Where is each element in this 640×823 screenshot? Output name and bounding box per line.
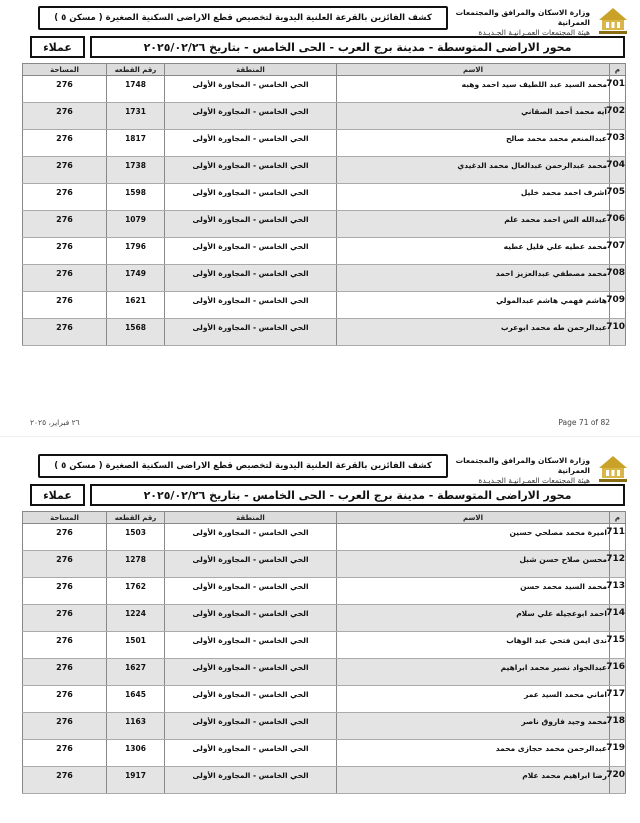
winner-name: محمد السيد محمد حسن <box>337 578 610 605</box>
row-number: 705 <box>610 184 626 211</box>
plot-number: 1917 <box>107 767 165 794</box>
row-number: 703 <box>610 130 626 157</box>
plot-number: 1645 <box>107 686 165 713</box>
winner-name: محمد السيد عبد اللطيف سيد احمد وهبه <box>337 76 610 103</box>
region-cell: الحي الخامس - المجاورة الأولى <box>165 103 337 130</box>
page-header <box>30 6 630 36</box>
region-cell: الحي الخامس - المجاورة الأولى <box>165 605 337 632</box>
area-cell: 276 <box>23 686 107 713</box>
table-row <box>23 157 626 184</box>
row-number: 718 <box>610 713 626 740</box>
row-number: 712 <box>610 551 626 578</box>
region-cell: الحي الخامس - المجاورة الأولى <box>165 713 337 740</box>
winner-name: عبدالله الس احمد محمد علم <box>337 211 610 238</box>
table-row <box>23 130 626 157</box>
area-cell: 276 <box>23 319 107 346</box>
winner-name: عبدالجواد نصير محمد ابراهيم <box>337 659 610 686</box>
document-page-2 <box>0 448 640 823</box>
row-number: 714 <box>610 605 626 632</box>
plot-number: 1598 <box>107 184 165 211</box>
table-row <box>23 211 626 238</box>
org-line-1: وزارة الاسكان والمرافق والمجتمعات العمرانية <box>455 456 590 475</box>
area-cell: 276 <box>23 632 107 659</box>
ministry-logo-icon <box>596 454 630 484</box>
footer-date: ٢٦ فبراير، ٢٠٢٥ <box>30 418 80 427</box>
table-row <box>23 578 626 605</box>
row-number: 717 <box>610 686 626 713</box>
table-row <box>23 767 626 794</box>
winner-name: اميرة محمد مصلحي حسين <box>337 524 610 551</box>
area-cell: 276 <box>23 578 107 605</box>
region-cell: الحي الخامس - المجاورة الأولى <box>165 524 337 551</box>
table-row <box>23 76 626 103</box>
row-number: 710 <box>610 319 626 346</box>
area-cell: 276 <box>23 265 107 292</box>
winner-name: محمد مصطفي عبدالعزيز احمد <box>337 265 610 292</box>
area-cell: 276 <box>23 292 107 319</box>
region-cell: الحي الخامس - المجاورة الأولى <box>165 659 337 686</box>
area-cell: 276 <box>23 211 107 238</box>
row-number: 716 <box>610 659 626 686</box>
plot-number: 1306 <box>107 740 165 767</box>
document-page-1 <box>0 0 640 392</box>
col-header-area: المساحة <box>23 64 107 76</box>
winner-name: ندى ايمن فتحي عبد الوهاب <box>337 632 610 659</box>
table-row <box>23 319 626 346</box>
plot-number: 1079 <box>107 211 165 238</box>
organization-name <box>440 8 590 38</box>
plot-number: 1627 <box>107 659 165 686</box>
axis-title: محور الاراضى المتوسطة - مدينة برج العرب - الحى الخامس - بتاريخ ٢٠٢٥/٠٢/٢٦ <box>90 36 625 58</box>
client-label: عملاء <box>30 36 85 58</box>
area-cell: 276 <box>23 551 107 578</box>
winner-name: عبدالمنعم محمد محمد صالح <box>337 130 610 157</box>
winner-name: محمد وجيد فاروق ناصر <box>337 713 610 740</box>
row-number: 707 <box>610 238 626 265</box>
region-cell: الحي الخامس - المجاورة الأولى <box>165 632 337 659</box>
plot-number: 1278 <box>107 551 165 578</box>
region-cell: الحي الخامس - المجاورة الأولى <box>165 578 337 605</box>
winner-name: عبدالرحمن طه محمد ابوعرب <box>337 319 610 346</box>
region-cell: الحي الخامس - المجاورة الأولى <box>165 157 337 184</box>
region-cell: الحي الخامس - المجاورة الأولى <box>165 238 337 265</box>
region-cell: الحي الخامس - المجاورة الأولى <box>165 740 337 767</box>
winner-name: اماني محمد السيد عمر <box>337 686 610 713</box>
winner-name: محسن صلاح حسن شبل <box>337 551 610 578</box>
winner-name: محمد عبدالرحمن عبدالعال محمد الدغيدي <box>337 157 610 184</box>
winners-table-page-2 <box>22 511 626 794</box>
winner-name: هاشم فهمي هاشم عبدالمولي <box>337 292 610 319</box>
area-cell: 276 <box>23 130 107 157</box>
region-cell: الحي الخامس - المجاورة الأولى <box>165 184 337 211</box>
table-row <box>23 605 626 632</box>
region-cell: الحي الخامس - المجاورة الأولى <box>165 767 337 794</box>
row-number: 701 <box>610 76 626 103</box>
area-cell: 276 <box>23 659 107 686</box>
page-number: Page 71 of 82 <box>558 418 610 427</box>
area-cell: 276 <box>23 238 107 265</box>
axis-title: محور الاراضى المتوسطة - مدينة برج العرب - الحى الخامس - بتاريخ ٢٠٢٥/٠٢/٢٦ <box>90 484 625 506</box>
table-row <box>23 713 626 740</box>
plot-number: 1501 <box>107 632 165 659</box>
col-header-region: المنطقة <box>165 64 337 76</box>
winner-name: محمد عطيه علي فليل عطيه <box>337 238 610 265</box>
row-number: 715 <box>610 632 626 659</box>
plot-number: 1796 <box>107 238 165 265</box>
table-row <box>23 740 626 767</box>
plot-number: 1738 <box>107 157 165 184</box>
row-number: 719 <box>610 740 626 767</box>
region-cell: الحي الخامس - المجاورة الأولى <box>165 130 337 157</box>
plot-number: 1163 <box>107 713 165 740</box>
table-row <box>23 103 626 130</box>
region-cell: الحي الخامس - المجاورة الأولى <box>165 211 337 238</box>
row-number: 720 <box>610 767 626 794</box>
winner-name: رضا ابراهيم محمد علام <box>337 767 610 794</box>
winners-table-page-1 <box>22 63 626 346</box>
plot-number: 1224 <box>107 605 165 632</box>
area-cell: 276 <box>23 740 107 767</box>
area-cell: 276 <box>23 605 107 632</box>
document-title: كشف الفائزين بالقرعة العلنية اليدوية لتخصيص قطع الاراضى السكنية الصغيرة ( مسكن ٥ ) <box>38 454 448 478</box>
organization-name <box>440 456 590 486</box>
plot-number: 1749 <box>107 265 165 292</box>
region-cell: الحي الخامس - المجاورة الأولى <box>165 551 337 578</box>
ministry-logo-icon <box>596 6 630 36</box>
table-row <box>23 184 626 211</box>
area-cell: 276 <box>23 76 107 103</box>
winner-name: عبدالرحمن محمد حجازى محمد <box>337 740 610 767</box>
winner-name: احمد ابوعجيله علي سلام <box>337 605 610 632</box>
col-header-plot: رقم القطعه <box>107 512 165 524</box>
page-footer <box>0 418 640 432</box>
table-row <box>23 265 626 292</box>
plot-number: 1817 <box>107 130 165 157</box>
area-cell: 276 <box>23 767 107 794</box>
area-cell: 276 <box>23 157 107 184</box>
table-row <box>23 238 626 265</box>
row-number: 704 <box>610 157 626 184</box>
plot-number: 1748 <box>107 76 165 103</box>
row-number: 713 <box>610 578 626 605</box>
region-cell: الحي الخامس - المجاورة الأولى <box>165 76 337 103</box>
client-label: عملاء <box>30 484 85 506</box>
area-cell: 276 <box>23 103 107 130</box>
table-header-row <box>23 64 626 76</box>
row-number: 702 <box>610 103 626 130</box>
winner-name: اشرف احمد محمد خليل <box>337 184 610 211</box>
table-row <box>23 659 626 686</box>
table-header-row <box>23 512 626 524</box>
plot-number: 1762 <box>107 578 165 605</box>
col-header-region: المنطقة <box>165 512 337 524</box>
plot-number: 1568 <box>107 319 165 346</box>
col-header-plot: رقم القطعه <box>107 64 165 76</box>
sub-header <box>30 36 625 58</box>
region-cell: الحي الخامس - المجاورة الأولى <box>165 292 337 319</box>
row-number: 709 <box>610 292 626 319</box>
area-cell: 276 <box>23 713 107 740</box>
region-cell: الحي الخامس - المجاورة الأولى <box>165 319 337 346</box>
plot-number: 1731 <box>107 103 165 130</box>
col-header-num: م <box>610 64 626 76</box>
col-header-name: الاسم <box>337 512 610 524</box>
row-number: 706 <box>610 211 626 238</box>
org-line-2: هيئة المجتمعات العمـرانيـة الجـديـدة <box>478 476 590 485</box>
org-line-1: وزارة الاسكان والمرافق والمجتمعات العمرانية <box>455 8 590 27</box>
plot-number: 1621 <box>107 292 165 319</box>
table-row <box>23 292 626 319</box>
region-cell: الحي الخامس - المجاورة الأولى <box>165 686 337 713</box>
winner-name: آيه محمد أحمد الصقاني <box>337 103 610 130</box>
sub-header <box>30 484 625 506</box>
col-header-name: الاسم <box>337 64 610 76</box>
row-number: 711 <box>610 524 626 551</box>
table-row <box>23 551 626 578</box>
area-cell: 276 <box>23 184 107 211</box>
plot-number: 1503 <box>107 524 165 551</box>
col-header-num: م <box>610 512 626 524</box>
page-header <box>30 454 630 484</box>
table-row <box>23 524 626 551</box>
document-title: كشف الفائزين بالقرعة العلنية اليدوية لتخصيص قطع الاراضى السكنية الصغيرة ( مسكن ٥ ) <box>38 6 448 30</box>
area-cell: 276 <box>23 524 107 551</box>
row-number: 708 <box>610 265 626 292</box>
table-row <box>23 632 626 659</box>
col-header-area: المساحة <box>23 512 107 524</box>
org-line-2: هيئة المجتمعات العمـرانيـة الجـديـدة <box>478 28 590 37</box>
table-row <box>23 686 626 713</box>
page-separator <box>0 436 640 448</box>
region-cell: الحي الخامس - المجاورة الأولى <box>165 265 337 292</box>
